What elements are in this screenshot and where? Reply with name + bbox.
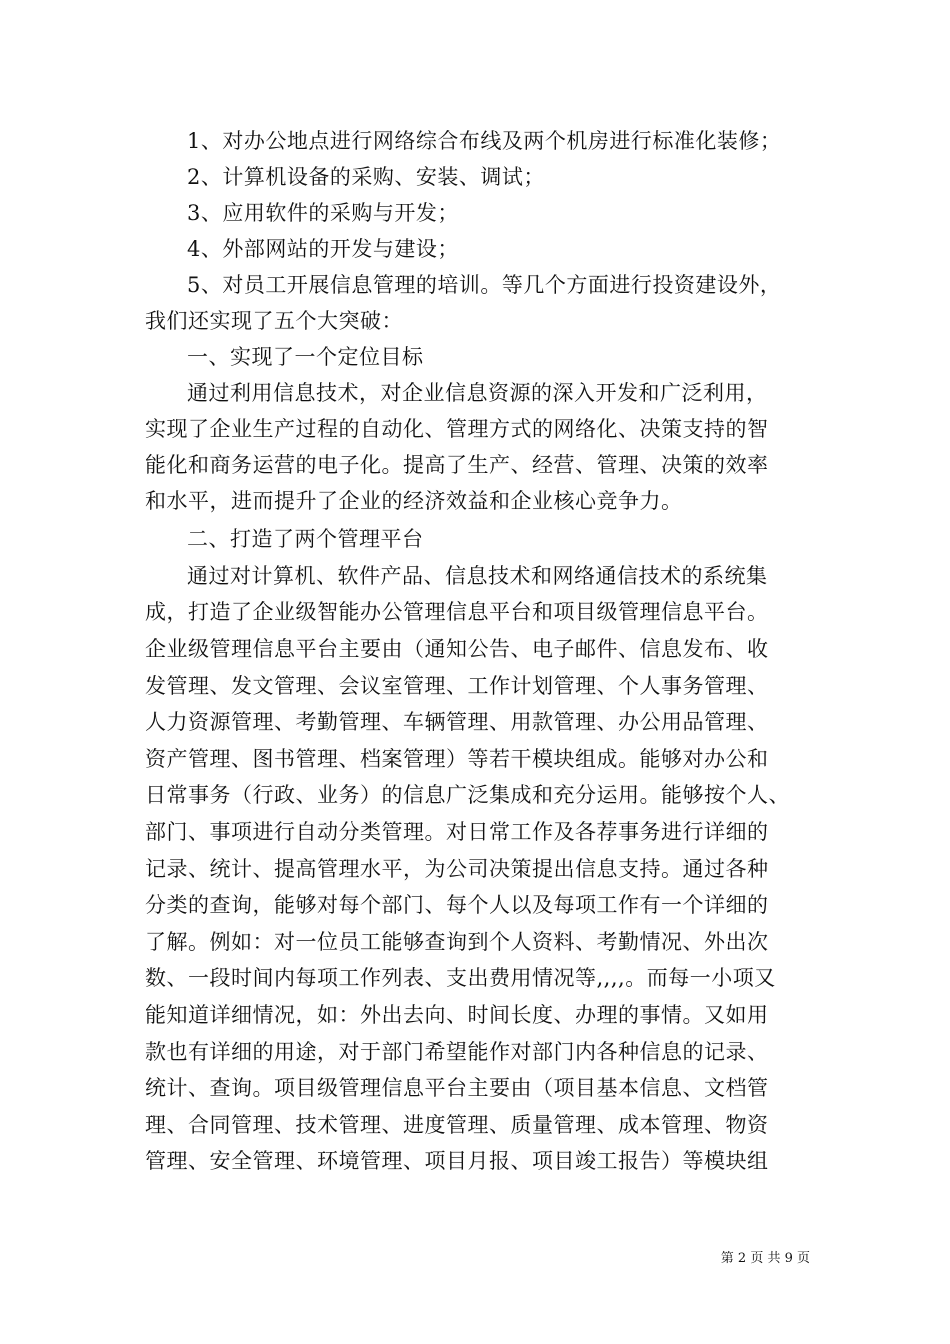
text-line: 通过对计算机、软件产品、信息技术和网络通信技术的系统集 bbox=[187, 564, 768, 588]
text-line: 统计、查询。项目级管理信息平台主要由（项目基本信息、文档管 bbox=[145, 1076, 769, 1100]
text-line: 能知道详细情况，如：外出去向、时间长度、办理的事情。又如用 bbox=[145, 1003, 769, 1027]
list-item-2: 2、计算机设备的采购、安装、调试； bbox=[187, 165, 545, 189]
section-heading-2: 二、打造了两个管理平台 bbox=[187, 527, 424, 551]
page-number-footer: 第 2 页 共 9 页 bbox=[720, 1251, 810, 1266]
text-line: 资产管理、图书管理、档案管理）等若干模块组成。能够对办公和 bbox=[145, 747, 769, 771]
section-heading-1: 一、实现了一个定位目标 bbox=[187, 345, 424, 369]
text-line: 款也有详细的用途，对于部门希望能作对部门内各种信息的记录、 bbox=[145, 1040, 769, 1064]
text-line: 我们还实现了五个大突破： bbox=[145, 309, 403, 333]
text-line: 日常事务（行政、业务）的信息广泛集成和充分运用。能够按个人、 bbox=[145, 783, 790, 807]
text-line: 实现了企业生产过程的自动化、管理方式的网络化、决策支持的智 bbox=[145, 417, 769, 441]
text-line: 管理、安全管理、环境管理、项目月报、项目竣工报告）等模块组 bbox=[145, 1149, 769, 1173]
text-line: 通过利用信息技术，对企业信息资源的深入开发和广泛利用， bbox=[187, 381, 768, 405]
text-line: 分类的查询，能够对每个部门、每个人以及每项工作有一个详细的 bbox=[145, 893, 769, 917]
text-line: 能化和商务运营的电子化。提高了生产、经营、管理、决策的效率 bbox=[145, 453, 769, 477]
text-line: 发管理、发文管理、会议室管理、工作计划管理、个人事务管理、 bbox=[145, 674, 769, 698]
text-line: 数、一段时间内每项工作列表、支出费用情况等,,,,。而每一小项又 bbox=[145, 966, 776, 990]
text-line: 人力资源管理、考勤管理、车辆管理、用款管理、办公用品管理、 bbox=[145, 710, 769, 734]
text-line: 记录、统计、提高管理水平，为公司决策提出信息支持。通过各种 bbox=[145, 857, 769, 881]
text-line: 了解。例如：对一位员工能够查询到个人资料、考勤情况、外出次 bbox=[145, 930, 769, 954]
list-item-4: 4、外部网站的开发与建设； bbox=[187, 237, 459, 261]
list-item-3: 3、应用软件的采购与开发； bbox=[187, 201, 459, 225]
text-line: 部门、事项进行自动分类管理。对日常工作及各荐事务进行详细的 bbox=[145, 820, 769, 844]
text-line: 成，打造了企业级智能办公管理信息平台和项目级管理信息平台。 bbox=[145, 600, 769, 624]
text-line: 和水平，进而提升了企业的经济效益和企业核心竞争力。 bbox=[145, 489, 683, 513]
list-item-1: 1、对办公地点进行网络综合布线及两个机房进行标准化装修； bbox=[187, 129, 782, 153]
list-item-5: 5、对员工开展信息管理的培训。等几个方面进行投资建设外， bbox=[187, 273, 782, 297]
text-line: 理、合同管理、技术管理、进度管理、质量管理、成本管理、物资 bbox=[145, 1113, 769, 1137]
text-line: 企业级管理信息平台主要由（通知公告、电子邮件、信息发布、收 bbox=[145, 637, 769, 661]
